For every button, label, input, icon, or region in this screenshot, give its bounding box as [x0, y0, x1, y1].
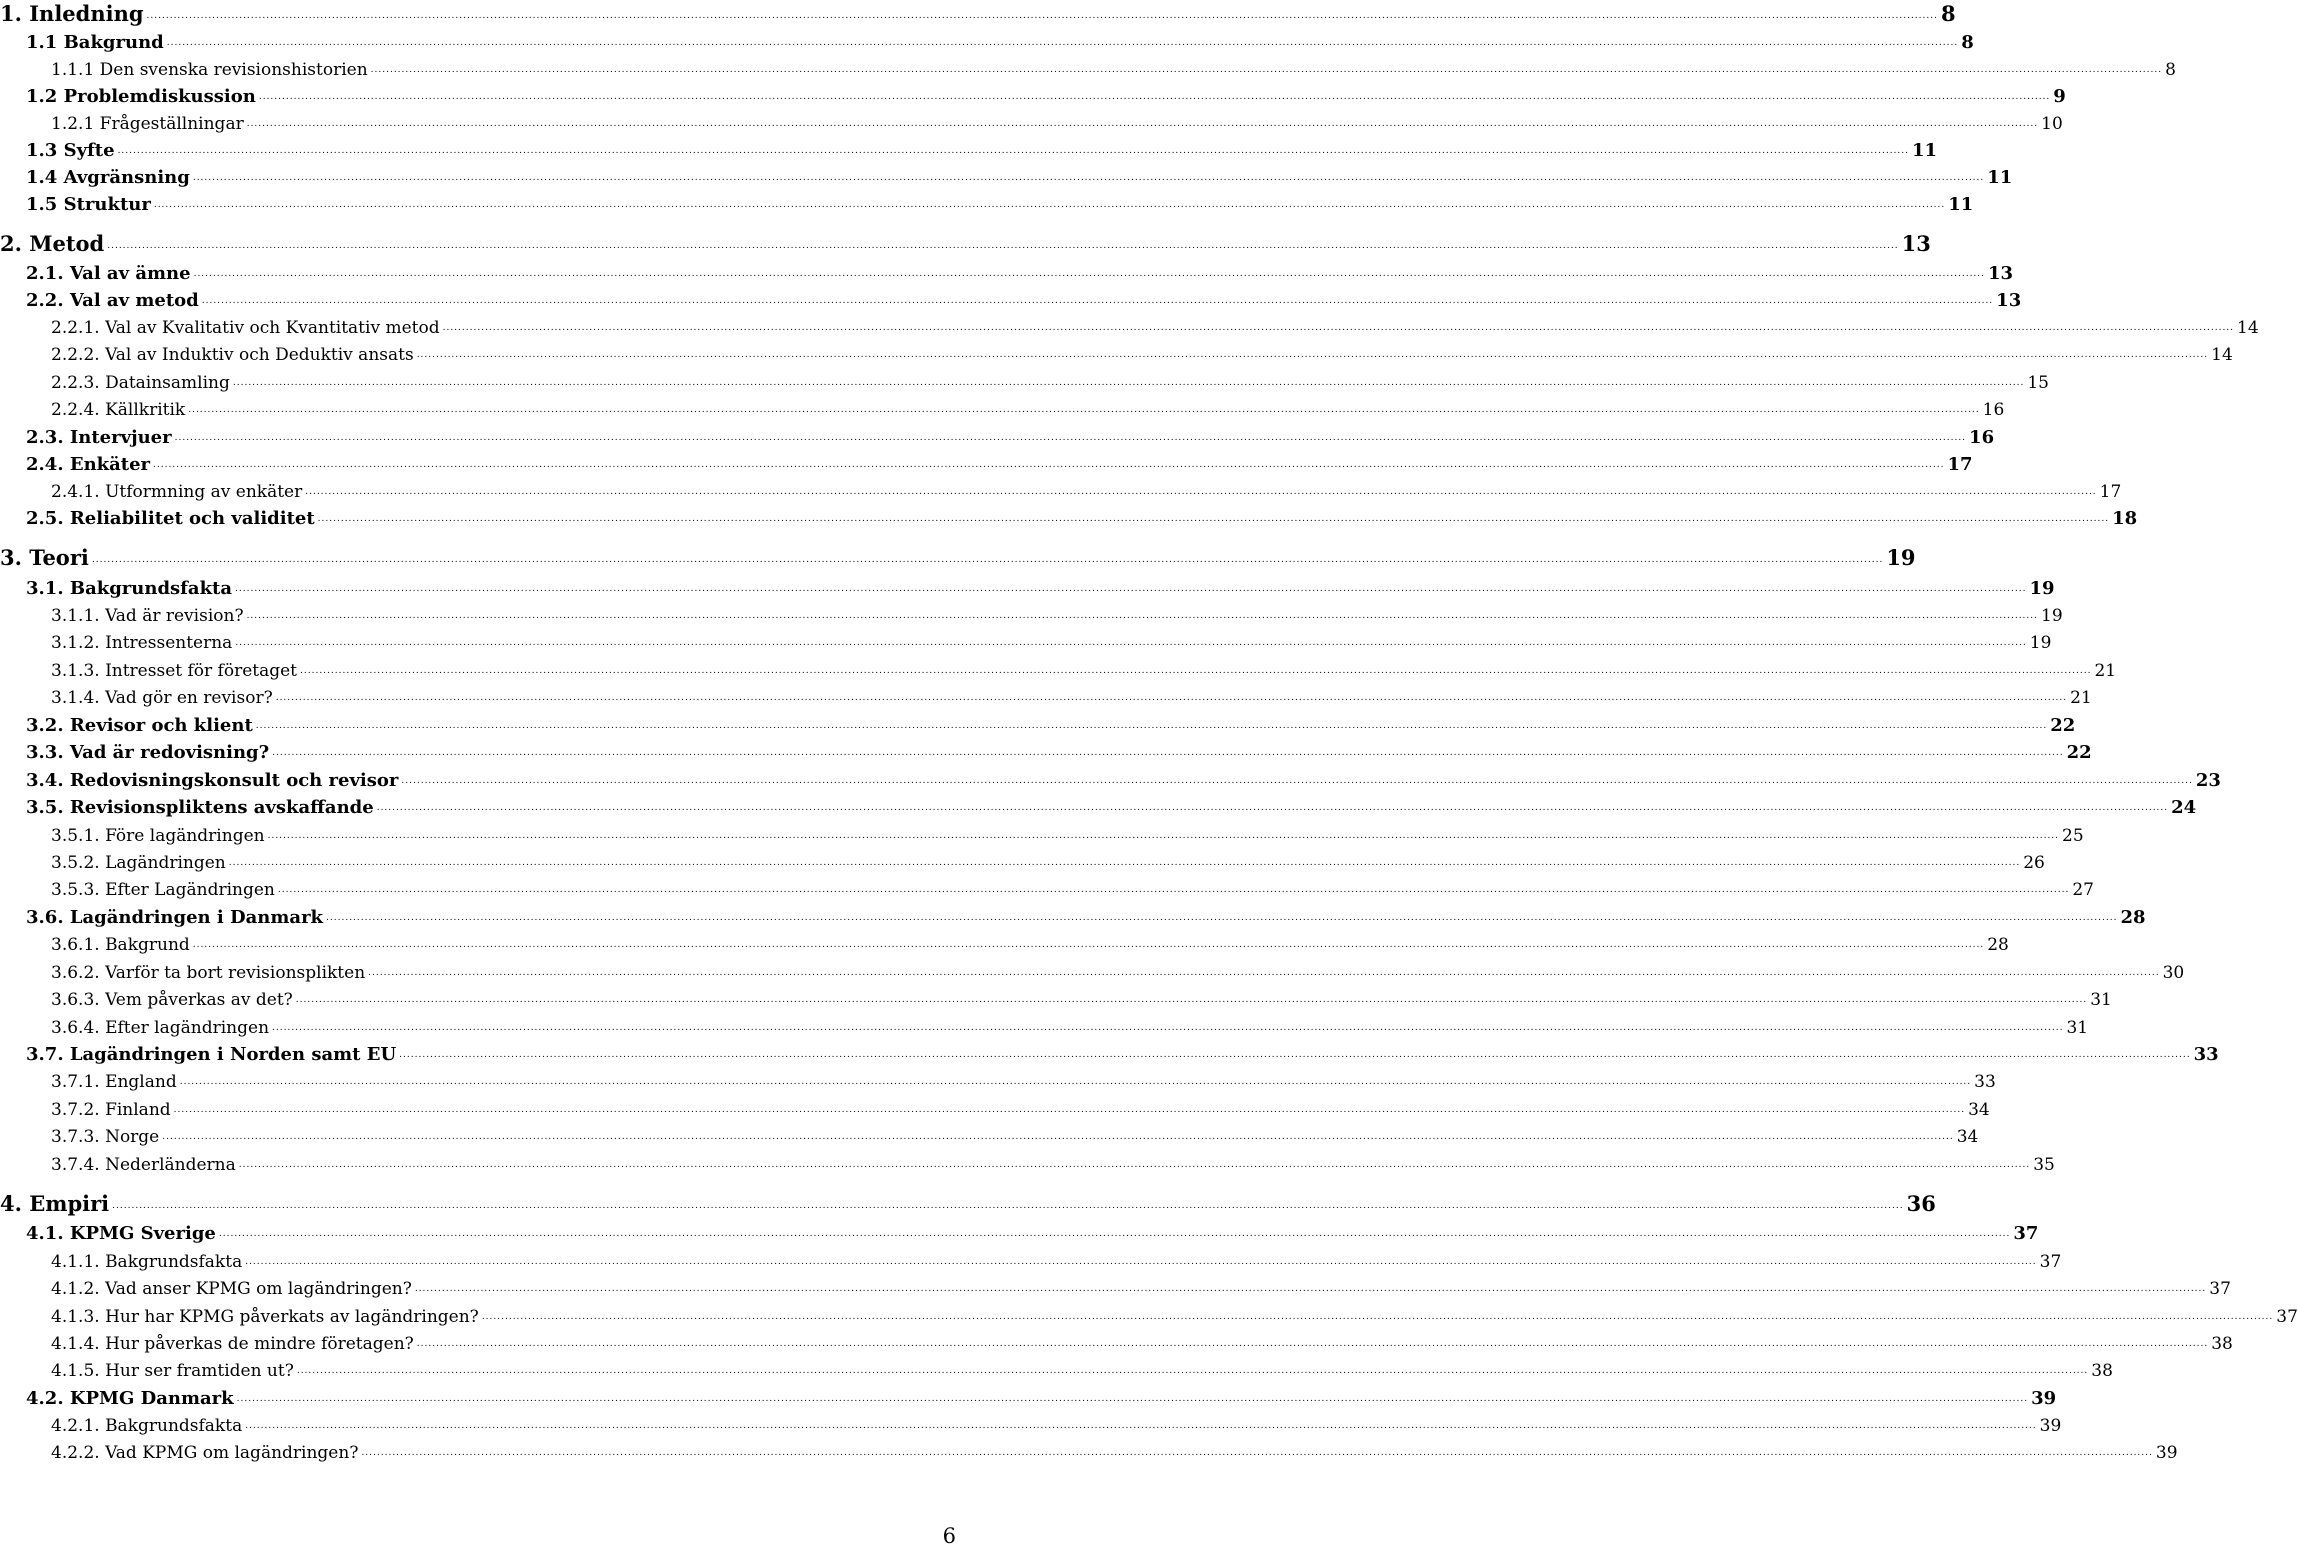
toc-entry[interactable] — [0, 544, 1916, 570]
dot-leader — [245, 1257, 2036, 1272]
dot-leader — [180, 1077, 1971, 1092]
toc-entry[interactable] — [0, 573, 2055, 599]
toc-entry-label: 3.6.3. Vem påverkas av det? — [51, 990, 293, 1010]
toc-entry[interactable] — [0, 1039, 2219, 1065]
toc-entry-page: 8 — [1940, 1, 1956, 26]
toc-entry[interactable] — [0, 135, 1938, 161]
dot-leader — [278, 885, 2069, 900]
dot-leader — [118, 146, 1909, 161]
toc-entry-label: 3.6.1. Bakgrund — [51, 935, 190, 955]
dot-leader — [259, 92, 2050, 107]
toc-entry-page: 11 — [1912, 140, 1938, 161]
toc-entry-label: 2.2. Val av metod — [26, 290, 199, 311]
toc-entry-label: 3.1. Bakgrundsfakta — [26, 578, 233, 599]
toc-entry-page: 37 — [2039, 1252, 2062, 1272]
toc-entry-page: 13 — [1901, 231, 1931, 256]
toc-entry-label: 4.1.2. Vad anser KPMG om lagändringen? — [51, 1279, 412, 1299]
toc-entry-label: 4.2. KPMG Danmark — [26, 1388, 234, 1409]
toc-entry[interactable] — [0, 765, 2221, 791]
toc-entry-page: 33 — [1974, 1072, 1996, 1092]
toc-entry-page: 16 — [1982, 400, 2005, 420]
dot-leader — [247, 119, 2038, 134]
toc-entry[interactable] — [0, 1410, 2062, 1436]
dot-leader — [202, 296, 1993, 311]
dot-leader — [188, 405, 1979, 420]
dot-leader — [235, 584, 2026, 599]
dot-leader — [239, 1160, 2030, 1175]
dot-leader — [237, 1394, 2028, 1409]
toc-entry-page: 22 — [2050, 715, 2076, 736]
dot-leader — [326, 913, 2117, 928]
toc-entry-label: 2.4.1. Utformning av enkäter — [51, 482, 303, 502]
toc-entry-label: 3.5.2. Lagändringen — [51, 853, 226, 873]
dot-leader — [245, 1421, 2036, 1436]
toc-entry-label: 4.1.1. Bakgrundsfakta — [51, 1252, 243, 1272]
toc-entry-page: 9 — [2053, 86, 2066, 107]
toc-entry-label: 4.1.3. Hur har KPMG påverkats av lagändringen? — [51, 1307, 479, 1327]
toc-entry-label: 3. Teori — [0, 545, 89, 570]
toc-entry-page: 34 — [1956, 1127, 1979, 1147]
toc-entry-page: 21 — [2070, 688, 2092, 708]
dot-leader — [256, 721, 2047, 736]
dot-leader — [296, 995, 2087, 1010]
toc-entry[interactable] — [0, 655, 2117, 681]
toc-entry[interactable] — [0, 312, 2259, 338]
dot-leader — [167, 38, 1958, 53]
toc-entry-page: 14 — [2211, 345, 2233, 365]
dot-leader — [162, 1132, 1953, 1147]
toc-entry[interactable] — [0, 737, 2092, 763]
toc-entry-page: 31 — [2066, 1018, 2089, 1038]
toc-entry-label: 1.3 Syfte — [26, 140, 115, 161]
toc-entry[interactable] — [0, 627, 2052, 653]
toc-entry-page: 10 — [2041, 114, 2063, 134]
toc-entry-page: 8 — [1961, 32, 1974, 53]
toc-entry[interactable] — [0, 792, 2197, 818]
toc-entry[interactable] — [0, 1437, 2178, 1463]
toc-entry[interactable] — [0, 108, 2063, 134]
toc-entry[interactable] — [0, 503, 2138, 529]
toc-entry-label: 1. Inledning — [0, 1, 144, 26]
toc-entry-label: 2.1. Val av ämne — [26, 263, 191, 284]
toc-entry-page: 30 — [2162, 963, 2185, 983]
toc-entry-label: 1.2 Problemdiskussion — [26, 86, 256, 107]
toc-entry-page: 11 — [1948, 194, 1974, 215]
toc-entry[interactable] — [0, 957, 2185, 983]
dot-leader — [371, 65, 2162, 80]
dot-leader — [276, 693, 2067, 708]
toc-entry[interactable] — [0, 1383, 2057, 1409]
toc-entry-label: 4.1. KPMG Sverige — [26, 1223, 216, 1244]
dot-leader — [154, 200, 1945, 215]
toc-entry-page: 37 — [2276, 1307, 2298, 1327]
toc-entry-label: 3.2. Revisor och klient — [26, 715, 253, 736]
dot-leader — [219, 1229, 2010, 1244]
toc-entry-page: 25 — [2062, 826, 2084, 846]
toc-entry[interactable] — [0, 1273, 2231, 1299]
dot-leader — [417, 350, 2208, 365]
toc-entry-page: 16 — [1969, 427, 1995, 448]
toc-entry[interactable] — [0, 230, 1931, 256]
toc-entry-page: 14 — [2237, 318, 2259, 338]
dot-leader — [147, 11, 1938, 26]
toc-entry[interactable] — [0, 984, 2112, 1010]
toc-entry-page: 18 — [2112, 508, 2138, 529]
toc-entry-page: 26 — [2023, 853, 2045, 873]
toc-entry-page: 21 — [2094, 661, 2117, 681]
toc-entry-page: 24 — [2171, 797, 2197, 818]
toc-entry[interactable] — [0, 189, 1974, 215]
dot-leader — [268, 831, 2059, 846]
toc-entry[interactable] — [0, 600, 2063, 626]
toc-entry-label: 3.1.3. Intresset för företaget — [51, 661, 298, 681]
toc-entry-label: 3.4. Redovisningskonsult och revisor — [26, 770, 399, 791]
dot-leader — [175, 433, 1966, 448]
toc-entry-page: 31 — [2090, 990, 2112, 1010]
toc-entry[interactable] — [0, 81, 2066, 107]
toc-entry-label: 2.5. Reliabilitet och validitet — [26, 508, 315, 529]
dot-leader — [401, 776, 2192, 791]
toc-entry-label: 3.6.4. Efter lagändringen — [51, 1018, 270, 1038]
toc-entry-label: 3.7.3. Norge — [51, 1127, 160, 1147]
toc-entry[interactable] — [0, 1066, 1996, 1092]
dot-leader — [361, 1448, 2152, 1463]
toc-entry-label: 3.7.4. Nederländerna — [51, 1155, 236, 1175]
dot-leader — [193, 173, 1984, 188]
toc-entry-label: 3.6. Lagändringen i Danmark — [26, 907, 324, 928]
toc-entry[interactable] — [0, 1301, 2298, 1327]
dot-leader — [153, 460, 1944, 475]
toc-entry-page: 36 — [1906, 1191, 1936, 1216]
toc-entry-label: 3.5.3. Efter Lagändringen — [51, 880, 275, 900]
toc-entry[interactable] — [0, 710, 2076, 736]
toc-entry-label: 2.2.2. Val av Induktiv och Deduktiv ansats — [51, 345, 414, 365]
dot-leader — [174, 1105, 1965, 1120]
dot-leader — [305, 487, 2096, 502]
toc-entry[interactable] — [0, 285, 2022, 311]
toc-entry-page: 35 — [2033, 1155, 2055, 1175]
dot-leader — [415, 1284, 2206, 1299]
dot-leader — [233, 378, 2024, 393]
dot-leader — [318, 514, 2109, 529]
toc-entry-page: 22 — [2066, 742, 2092, 763]
toc-entry-page: 13 — [1996, 290, 2022, 311]
toc-entry-label: 2.2.3. Datainsamling — [51, 373, 230, 393]
toc-entry-page: 19 — [2029, 633, 2052, 653]
toc-entry-page: 19 — [2029, 578, 2055, 599]
toc-entry-label: 1.2.1 Frågeställningar — [51, 114, 244, 134]
toc-entry-label: 2.4. Enkäter — [26, 454, 151, 475]
toc-entry-page: 28 — [2120, 907, 2146, 928]
toc-entry-label: 3.7. Lagändringen i Norden samt EU — [26, 1044, 397, 1065]
toc-entry-label: 3.3. Vad är redovisning? — [26, 742, 270, 763]
toc-entry-label: 3.1.1. Vad är revision? — [51, 606, 244, 626]
dot-leader — [107, 241, 1898, 256]
toc-entry[interactable] — [0, 422, 1995, 448]
toc-entry-page: 19 — [2041, 606, 2063, 626]
toc-entry[interactable] — [0, 902, 2146, 928]
toc-entry[interactable] — [0, 367, 2049, 393]
dot-leader — [92, 555, 1883, 570]
toc-entry-label: 2.2.4. Källkritik — [51, 400, 186, 420]
toc-entry[interactable] — [0, 1012, 2089, 1038]
dot-leader — [377, 803, 2168, 818]
toc-entry-page: 38 — [2091, 1361, 2113, 1381]
toc-entry[interactable] — [0, 339, 2233, 365]
toc-entry-label: 4.2.2. Vad KPMG om lagändringen? — [51, 1443, 359, 1463]
toc-entry-label: 3.7.2. Finland — [51, 1100, 171, 1120]
dot-leader — [417, 1339, 2208, 1354]
toc-entry[interactable] — [0, 1355, 2113, 1381]
dot-leader — [482, 1312, 2273, 1327]
toc-entry[interactable] — [0, 27, 1974, 53]
toc-entry-page: 15 — [2027, 373, 2049, 393]
toc-entry[interactable] — [0, 874, 2094, 900]
dot-leader — [399, 1050, 2190, 1065]
toc-entry[interactable] — [0, 1121, 1979, 1147]
toc-entry-page: 37 — [2209, 1279, 2231, 1299]
toc-entry-page: 39 — [2031, 1388, 2057, 1409]
toc-entry-page: 28 — [1987, 935, 2009, 955]
toc-entry-page: 23 — [2195, 770, 2221, 791]
toc-entry[interactable] — [0, 258, 2014, 284]
toc-entry-page: 11 — [1987, 167, 2013, 188]
toc-entry-label: 2.2.1. Val av Kvalitativ och Kvantitativ metod — [51, 318, 440, 338]
dot-leader — [247, 611, 2038, 626]
toc-entry[interactable] — [0, 1328, 2233, 1354]
page-number: 6 — [942, 1524, 956, 1548]
toc-entry[interactable] — [0, 162, 2013, 188]
toc-entry-label: 4.1.4. Hur påverkas de mindre företagen? — [51, 1334, 414, 1354]
toc-entry-label: 4.1.5. Hur ser framtiden ut? — [51, 1361, 294, 1381]
toc-entry[interactable] — [0, 394, 2005, 420]
toc-entry-label: 3.6.2. Varför ta bort revisionsplikten — [51, 963, 366, 983]
toc-entry[interactable] — [0, 820, 2084, 846]
toc-entry-label: 4. Empiri — [0, 1191, 110, 1216]
toc-entry[interactable] — [0, 1094, 1990, 1120]
toc-entry[interactable] — [0, 476, 2122, 502]
toc-entry[interactable] — [0, 1218, 2039, 1244]
toc-entry-page: 37 — [2013, 1223, 2039, 1244]
toc-entry-page: 33 — [2193, 1044, 2219, 1065]
dot-leader — [300, 666, 2091, 681]
toc-entry-page: 19 — [1886, 545, 1916, 570]
toc-entry-page: 17 — [1947, 454, 1973, 475]
toc-entry[interactable] — [0, 1246, 2062, 1272]
toc-entry-label: 3.1.2. Intressenterna — [51, 633, 233, 653]
toc-entry-page: 17 — [2099, 482, 2122, 502]
toc-entry-label: 1.4 Avgränsning — [26, 167, 190, 188]
toc-entry-page: 27 — [2072, 880, 2094, 900]
toc-entry[interactable] — [0, 54, 2176, 80]
toc-entry-label: 3.1.4. Vad gör en revisor? — [51, 688, 273, 708]
toc-entry-label: 1.1.1 Den svenska revisionshistorien — [51, 60, 368, 80]
toc-entry-page: 13 — [1988, 263, 2014, 284]
toc-entry-label: 3.7.1. England — [51, 1072, 177, 1092]
toc-entry[interactable] — [0, 1190, 1936, 1216]
dot-leader — [229, 858, 2020, 873]
toc-entry-page: 34 — [1968, 1100, 1990, 1120]
toc-entry-label: 1.1 Bakgrund — [26, 32, 164, 53]
dot-leader — [194, 269, 1985, 284]
toc-entry-label: 2. Metod — [0, 231, 105, 256]
toc-entry[interactable] — [0, 449, 1973, 475]
toc-entry-page: 38 — [2211, 1334, 2233, 1354]
dot-leader — [297, 1366, 2088, 1381]
toc-entry[interactable] — [0, 0, 1956, 26]
toc-entry-label: 3.5. Revisionspliktens avskaffande — [26, 797, 374, 818]
dot-leader — [272, 1023, 2063, 1038]
toc-entry-page: 39 — [2155, 1443, 2178, 1463]
dot-leader — [235, 638, 2026, 653]
toc-entry[interactable] — [0, 847, 2045, 873]
dot-leader — [272, 748, 2063, 763]
toc-entry-page: 39 — [2039, 1416, 2062, 1436]
toc-entry[interactable] — [0, 1149, 2055, 1175]
dot-leader — [112, 1201, 1903, 1216]
dot-leader — [443, 323, 2234, 338]
toc-entry-label: 4.2.1. Bakgrundsfakta — [51, 1416, 243, 1436]
toc-entry-label: 3.5.1. Före lagändringen — [51, 826, 265, 846]
toc-entry-page: 8 — [2165, 60, 2176, 80]
toc-entry-label: 2.3. Intervjuer — [26, 427, 172, 448]
dot-leader — [368, 968, 2159, 983]
toc-entry[interactable] — [0, 929, 2009, 955]
toc-entry[interactable] — [0, 682, 2092, 708]
toc-entry-label: 1.5 Struktur — [26, 194, 151, 215]
dot-leader — [193, 940, 1984, 955]
